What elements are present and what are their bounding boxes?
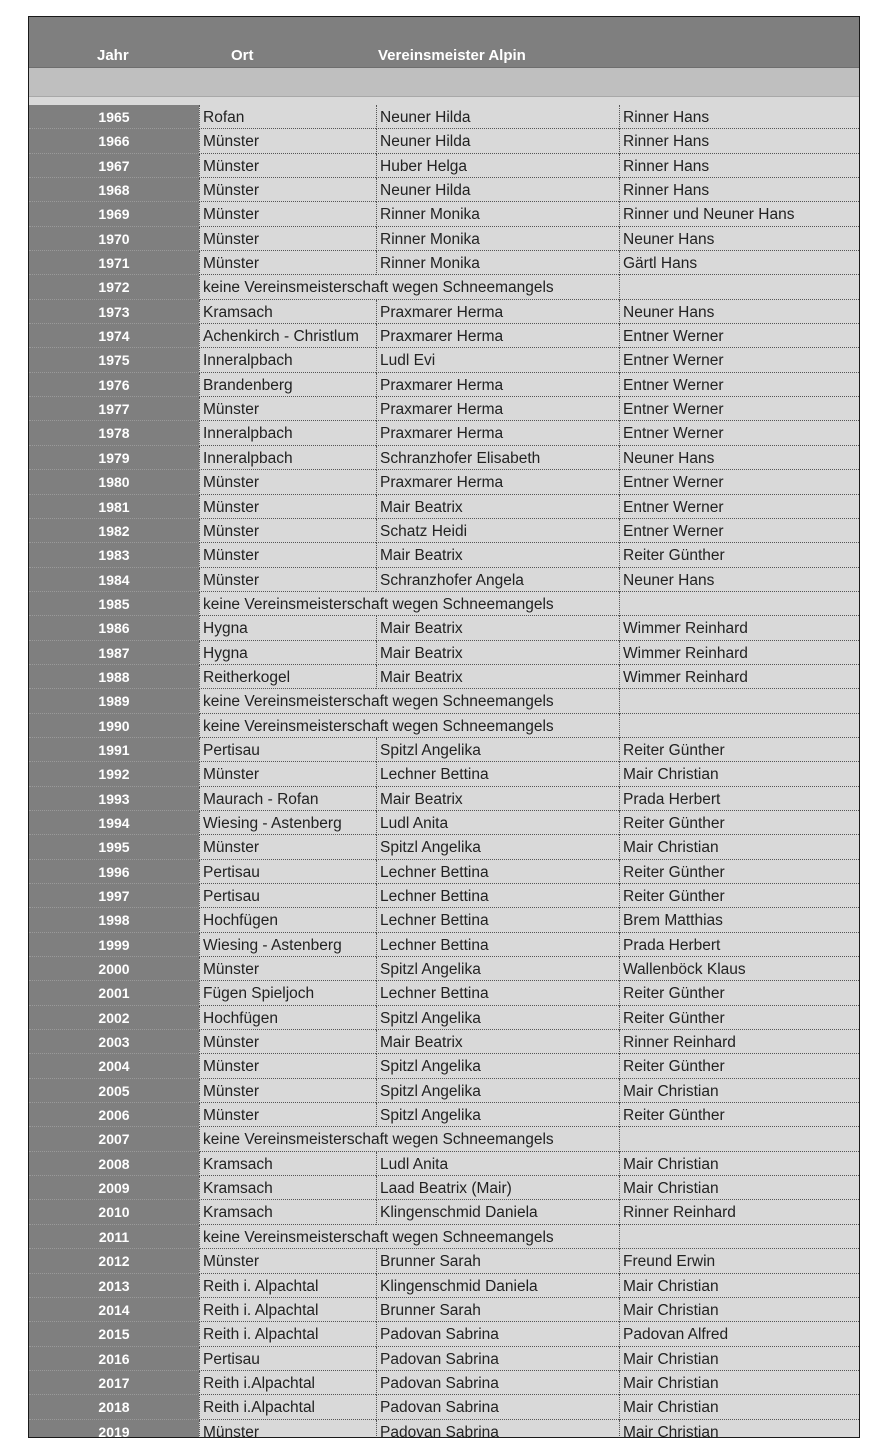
- male-champion-cell: Entner Werner: [619, 324, 860, 348]
- table-row: [29, 908, 859, 932]
- place-cell: Münster: [199, 543, 376, 567]
- male-champion-cell: Entner Werner: [619, 421, 860, 445]
- year-cell: 2003: [29, 1030, 199, 1054]
- year-cell: 1996: [29, 860, 199, 884]
- male-champion-cell: Mair Christian: [619, 835, 860, 859]
- year-cell: 1966: [29, 129, 199, 153]
- place-cell: Pertisau: [199, 860, 376, 884]
- male-champion-cell: Prada Herbert: [619, 787, 860, 811]
- male-champion-cell: Mair Christian: [619, 1274, 860, 1298]
- male-champion-cell: [619, 592, 860, 616]
- male-champion-cell: Reiter Günther: [619, 738, 860, 762]
- year-cell: 2018: [29, 1395, 199, 1419]
- place-cell: Münster: [199, 397, 376, 421]
- place-cell: Inneralpbach: [199, 348, 376, 372]
- table-row: [29, 1298, 859, 1322]
- female-champion-cell: Neuner Hilda: [376, 129, 619, 153]
- place-cell: Rofan: [199, 105, 376, 129]
- table-row: [29, 616, 859, 640]
- female-champion-cell: Padovan Sabrina: [376, 1322, 619, 1346]
- female-champion-cell: Praxmarer Herma: [376, 373, 619, 397]
- year-cell: 2013: [29, 1274, 199, 1298]
- place-cell: Hygna: [199, 616, 376, 640]
- column-header-year: Jahr: [97, 47, 129, 64]
- male-champion-cell: Wallenböck Klaus: [619, 957, 860, 981]
- year-cell: 1986: [29, 616, 199, 640]
- male-champion-cell: Wimmer Reinhard: [619, 616, 860, 640]
- table-row: [29, 835, 859, 859]
- year-cell: 1981: [29, 495, 199, 519]
- male-champion-cell: Reiter Günther: [619, 860, 860, 884]
- place-cell: Kramsach: [199, 1176, 376, 1200]
- place-cell: Münster: [199, 519, 376, 543]
- male-champion-cell: Entner Werner: [619, 348, 860, 372]
- year-cell: 1999: [29, 933, 199, 957]
- male-champion-cell: Rinner Reinhard: [619, 1200, 860, 1224]
- table-row: [29, 1371, 859, 1395]
- table-row: [29, 738, 859, 762]
- table-row: [29, 641, 859, 665]
- year-cell: 2007: [29, 1127, 199, 1151]
- place-cell: Münster: [199, 251, 376, 275]
- year-cell: 1980: [29, 470, 199, 494]
- female-champion-cell: Spitzl Angelika: [376, 957, 619, 981]
- male-champion-cell: Gärtl Hans: [619, 251, 860, 275]
- table-row: [29, 324, 859, 348]
- table-row: [29, 1395, 859, 1419]
- male-champion-cell: Mair Christian: [619, 1152, 860, 1176]
- table-row: [29, 470, 859, 494]
- female-champion-cell: Ludl Evi: [376, 348, 619, 372]
- male-champion-cell: [619, 689, 860, 713]
- female-champion-cell: Spitzl Angelika: [376, 1006, 619, 1030]
- table-body: [29, 105, 859, 1438]
- table-row: [29, 105, 859, 129]
- place-cell: Münster: [199, 957, 376, 981]
- female-champion-cell: Klingenschmid Daniela: [376, 1274, 619, 1298]
- female-champion-cell: Praxmarer Herma: [376, 470, 619, 494]
- female-champion-cell: Laad Beatrix (Mair): [376, 1176, 619, 1200]
- female-champion-cell: Mair Beatrix: [376, 787, 619, 811]
- place-cell: Reith i.Alpachtal: [199, 1395, 376, 1419]
- year-cell: 1992: [29, 762, 199, 786]
- place-cell: Münster: [199, 202, 376, 226]
- female-champion-cell: Mair Beatrix: [376, 665, 619, 689]
- year-cell: 1990: [29, 714, 199, 738]
- table-row: [29, 1347, 859, 1371]
- place-cell: Münster: [199, 1079, 376, 1103]
- male-champion-cell: [619, 714, 860, 738]
- year-cell: 2001: [29, 981, 199, 1005]
- female-champion-cell: Mair Beatrix: [376, 495, 619, 519]
- table-header: [29, 17, 859, 69]
- year-cell: 1982: [29, 519, 199, 543]
- table-row: [29, 348, 859, 372]
- table-row: [29, 592, 859, 616]
- male-champion-cell: Mair Christian: [619, 1371, 860, 1395]
- table-row: [29, 714, 859, 738]
- place-cell: Reith i. Alpachtal: [199, 1298, 376, 1322]
- year-cell: 1979: [29, 446, 199, 470]
- male-champion-cell: Rinner Hans: [619, 178, 860, 202]
- table-row: [29, 1249, 859, 1273]
- female-champion-cell: Neuner Hilda: [376, 105, 619, 129]
- male-champion-cell: Neuner Hans: [619, 227, 860, 251]
- table-row: [29, 300, 859, 324]
- table-row: [29, 1054, 859, 1078]
- female-champion-cell: Praxmarer Herma: [376, 324, 619, 348]
- place-cell: Inneralpbach: [199, 421, 376, 445]
- table-row: [29, 227, 859, 251]
- table-row: [29, 495, 859, 519]
- female-champion-cell: Padovan Sabrina: [376, 1347, 619, 1371]
- male-champion-cell: Rinner und Neuner Hans: [619, 202, 860, 226]
- table-row: [29, 1225, 859, 1249]
- female-champion-cell: Mair Beatrix: [376, 616, 619, 640]
- year-cell: 1998: [29, 908, 199, 932]
- year-cell: 1973: [29, 300, 199, 324]
- year-cell: 1983: [29, 543, 199, 567]
- year-cell: 1994: [29, 811, 199, 835]
- year-cell: 2017: [29, 1371, 199, 1395]
- place-cell: Wiesing - Astenberg: [199, 933, 376, 957]
- table-row: [29, 1200, 859, 1224]
- table-row: [29, 543, 859, 567]
- table-row: [29, 202, 859, 226]
- no-race-note-cell: keine Vereinsmeisterschaft wegen Schneemangels: [199, 275, 619, 299]
- male-champion-cell: Neuner Hans: [619, 300, 860, 324]
- year-cell: 2009: [29, 1176, 199, 1200]
- year-cell: 1970: [29, 227, 199, 251]
- year-cell: 1976: [29, 373, 199, 397]
- female-champion-cell: Schranzhofer Elisabeth: [376, 446, 619, 470]
- place-cell: Münster: [199, 227, 376, 251]
- male-champion-cell: Wimmer Reinhard: [619, 641, 860, 665]
- table-row: [29, 811, 859, 835]
- year-cell: 1972: [29, 275, 199, 299]
- no-race-note-cell: keine Vereinsmeisterschaft wegen Schneemangels: [199, 1127, 619, 1151]
- place-cell: Münster: [199, 762, 376, 786]
- female-champion-cell: Padovan Sabrina: [376, 1395, 619, 1419]
- male-champion-cell: Reiter Günther: [619, 884, 860, 908]
- header-spacer-band: [29, 68, 859, 97]
- place-cell: Kramsach: [199, 300, 376, 324]
- male-champion-cell: [619, 275, 860, 299]
- year-cell: 1991: [29, 738, 199, 762]
- female-champion-cell: Lechner Bettina: [376, 860, 619, 884]
- table-row: [29, 397, 859, 421]
- male-champion-cell: Mair Christian: [619, 1420, 860, 1438]
- year-cell: 1989: [29, 689, 199, 713]
- table-row: [29, 568, 859, 592]
- year-cell: 2019: [29, 1420, 199, 1438]
- place-cell: Reitherkogel: [199, 665, 376, 689]
- female-champion-cell: Spitzl Angelika: [376, 1103, 619, 1127]
- table-row: [29, 251, 859, 275]
- year-cell: 2000: [29, 957, 199, 981]
- year-cell: 1965: [29, 105, 199, 129]
- place-cell: Münster: [199, 178, 376, 202]
- year-cell: 1967: [29, 154, 199, 178]
- column-header-champion: Vereinsmeister Alpin: [378, 47, 526, 64]
- no-race-note-cell: keine Vereinsmeisterschaft wegen Schneemangels: [199, 1225, 619, 1249]
- place-cell: Münster: [199, 129, 376, 153]
- table-row: [29, 1006, 859, 1030]
- female-champion-cell: Praxmarer Herma: [376, 300, 619, 324]
- male-champion-cell: Rinner Hans: [619, 105, 860, 129]
- female-champion-cell: Rinner Monika: [376, 202, 619, 226]
- male-champion-cell: Mair Christian: [619, 1176, 860, 1200]
- male-champion-cell: Entner Werner: [619, 470, 860, 494]
- year-cell: 1984: [29, 568, 199, 592]
- table-row: [29, 1127, 859, 1151]
- place-cell: Hochfügen: [199, 1006, 376, 1030]
- male-champion-cell: Freund Erwin: [619, 1249, 860, 1273]
- column-header-place: Ort: [231, 47, 254, 64]
- year-cell: 1978: [29, 421, 199, 445]
- female-champion-cell: Schatz Heidi: [376, 519, 619, 543]
- female-champion-cell: Padovan Sabrina: [376, 1420, 619, 1438]
- male-champion-cell: Mair Christian: [619, 1298, 860, 1322]
- male-champion-cell: Rinner Reinhard: [619, 1030, 860, 1054]
- male-champion-cell: Brem Matthias: [619, 908, 860, 932]
- year-cell: 1977: [29, 397, 199, 421]
- place-cell: Münster: [199, 1054, 376, 1078]
- year-cell: 1985: [29, 592, 199, 616]
- table-row: [29, 1420, 859, 1438]
- table-row: [29, 421, 859, 445]
- place-cell: Pertisau: [199, 1347, 376, 1371]
- place-cell: Münster: [199, 1103, 376, 1127]
- female-champion-cell: Mair Beatrix: [376, 543, 619, 567]
- year-cell: 1974: [29, 324, 199, 348]
- female-champion-cell: Spitzl Angelika: [376, 1054, 619, 1078]
- table-row: [29, 1176, 859, 1200]
- table-row: [29, 1030, 859, 1054]
- male-champion-cell: Reiter Günther: [619, 1006, 860, 1030]
- table-row: [29, 1079, 859, 1103]
- male-champion-cell: Neuner Hans: [619, 568, 860, 592]
- female-champion-cell: Klingenschmid Daniela: [376, 1200, 619, 1224]
- male-champion-cell: Rinner Hans: [619, 154, 860, 178]
- place-cell: Inneralpbach: [199, 446, 376, 470]
- table-row: [29, 519, 859, 543]
- year-cell: 1987: [29, 641, 199, 665]
- table-row: [29, 787, 859, 811]
- table-row: [29, 860, 859, 884]
- female-champion-cell: Praxmarer Herma: [376, 397, 619, 421]
- female-champion-cell: Rinner Monika: [376, 227, 619, 251]
- year-cell: 2012: [29, 1249, 199, 1273]
- table-row: [29, 129, 859, 153]
- place-cell: Hygna: [199, 641, 376, 665]
- year-cell: 1969: [29, 202, 199, 226]
- place-cell: Achenkirch - Christlum: [199, 324, 376, 348]
- female-champion-cell: Lechner Bettina: [376, 762, 619, 786]
- male-champion-cell: Mair Christian: [619, 1395, 860, 1419]
- no-race-note-cell: keine Vereinsmeisterschaft wegen Schneemangels: [199, 714, 619, 738]
- male-champion-cell: Entner Werner: [619, 495, 860, 519]
- female-champion-cell: Spitzl Angelika: [376, 835, 619, 859]
- table-row: [29, 1152, 859, 1176]
- table-row: [29, 689, 859, 713]
- male-champion-cell: [619, 1225, 860, 1249]
- female-champion-cell: Lechner Bettina: [376, 908, 619, 932]
- place-cell: Reith i. Alpachtal: [199, 1322, 376, 1346]
- table-row: [29, 1274, 859, 1298]
- female-champion-cell: Brunner Sarah: [376, 1249, 619, 1273]
- male-champion-cell: Mair Christian: [619, 762, 860, 786]
- male-champion-cell: Reiter Günther: [619, 811, 860, 835]
- table-row: [29, 1322, 859, 1346]
- place-cell: Brandenberg: [199, 373, 376, 397]
- place-cell: Reith i. Alpachtal: [199, 1274, 376, 1298]
- table-row: [29, 981, 859, 1005]
- place-cell: Hochfügen: [199, 908, 376, 932]
- female-champion-cell: Mair Beatrix: [376, 641, 619, 665]
- no-race-note-cell: keine Vereinsmeisterschaft wegen Schneemangels: [199, 592, 619, 616]
- male-champion-cell: Rinner Hans: [619, 129, 860, 153]
- year-cell: 2014: [29, 1298, 199, 1322]
- male-champion-cell: Entner Werner: [619, 397, 860, 421]
- year-cell: 1988: [29, 665, 199, 689]
- year-cell: 2004: [29, 1054, 199, 1078]
- place-cell: Münster: [199, 495, 376, 519]
- table-row: [29, 884, 859, 908]
- results-table: [28, 16, 860, 1438]
- year-cell: 1993: [29, 787, 199, 811]
- female-champion-cell: Neuner Hilda: [376, 178, 619, 202]
- female-champion-cell: Praxmarer Herma: [376, 421, 619, 445]
- female-champion-cell: Ludl Anita: [376, 1152, 619, 1176]
- table-row: [29, 446, 859, 470]
- place-cell: Pertisau: [199, 884, 376, 908]
- place-cell: Münster: [199, 1420, 376, 1438]
- year-cell: 2015: [29, 1322, 199, 1346]
- year-cell: 2016: [29, 1347, 199, 1371]
- year-cell: 2010: [29, 1200, 199, 1224]
- place-cell: Fügen Spieljoch: [199, 981, 376, 1005]
- place-cell: Münster: [199, 1249, 376, 1273]
- female-champion-cell: Schranzhofer Angela: [376, 568, 619, 592]
- female-champion-cell: Spitzl Angelika: [376, 1079, 619, 1103]
- year-cell: 2011: [29, 1225, 199, 1249]
- year-cell: 1975: [29, 348, 199, 372]
- female-champion-cell: Ludl Anita: [376, 811, 619, 835]
- female-champion-cell: Huber Helga: [376, 154, 619, 178]
- table-row: [29, 178, 859, 202]
- male-champion-cell: Reiter Günther: [619, 543, 860, 567]
- place-cell: Kramsach: [199, 1200, 376, 1224]
- year-cell: 1971: [29, 251, 199, 275]
- place-cell: Reith i.Alpachtal: [199, 1371, 376, 1395]
- table-row: [29, 373, 859, 397]
- place-cell: Maurach - Rofan: [199, 787, 376, 811]
- female-champion-cell: Spitzl Angelika: [376, 738, 619, 762]
- place-cell: Pertisau: [199, 738, 376, 762]
- table-row: [29, 154, 859, 178]
- female-champion-cell: Brunner Sarah: [376, 1298, 619, 1322]
- female-champion-cell: Lechner Bettina: [376, 933, 619, 957]
- male-champion-cell: Padovan Alfred: [619, 1322, 860, 1346]
- male-champion-cell: Mair Christian: [619, 1079, 860, 1103]
- place-cell: Münster: [199, 154, 376, 178]
- place-cell: Münster: [199, 568, 376, 592]
- female-champion-cell: Padovan Sabrina: [376, 1371, 619, 1395]
- male-champion-cell: Entner Werner: [619, 519, 860, 543]
- female-champion-cell: Mair Beatrix: [376, 1030, 619, 1054]
- male-champion-cell: Entner Werner: [619, 373, 860, 397]
- year-cell: 1997: [29, 884, 199, 908]
- no-race-note-cell: keine Vereinsmeisterschaft wegen Schneemangels: [199, 689, 619, 713]
- male-champion-cell: Prada Herbert: [619, 933, 860, 957]
- year-cell: 1968: [29, 178, 199, 202]
- place-cell: Kramsach: [199, 1152, 376, 1176]
- place-cell: Wiesing - Astenberg: [199, 811, 376, 835]
- year-cell: 2002: [29, 1006, 199, 1030]
- year-cell: 2008: [29, 1152, 199, 1176]
- table-row: [29, 762, 859, 786]
- male-champion-cell: Reiter Günther: [619, 1054, 860, 1078]
- male-champion-cell: Neuner Hans: [619, 446, 860, 470]
- year-cell: 2006: [29, 1103, 199, 1127]
- male-champion-cell: [619, 1127, 860, 1151]
- female-champion-cell: Rinner Monika: [376, 251, 619, 275]
- place-cell: Münster: [199, 1030, 376, 1054]
- place-cell: Münster: [199, 470, 376, 494]
- male-champion-cell: Reiter Günther: [619, 981, 860, 1005]
- female-champion-cell: Lechner Bettina: [376, 981, 619, 1005]
- male-champion-cell: Mair Christian: [619, 1347, 860, 1371]
- table-row: [29, 1103, 859, 1127]
- table-row: [29, 665, 859, 689]
- female-champion-cell: Lechner Bettina: [376, 884, 619, 908]
- table-row: [29, 275, 859, 299]
- table-row: [29, 957, 859, 981]
- year-cell: 2005: [29, 1079, 199, 1103]
- year-cell: 1995: [29, 835, 199, 859]
- male-champion-cell: Wimmer Reinhard: [619, 665, 860, 689]
- table-row: [29, 933, 859, 957]
- place-cell: Münster: [199, 835, 376, 859]
- male-champion-cell: Reiter Günther: [619, 1103, 860, 1127]
